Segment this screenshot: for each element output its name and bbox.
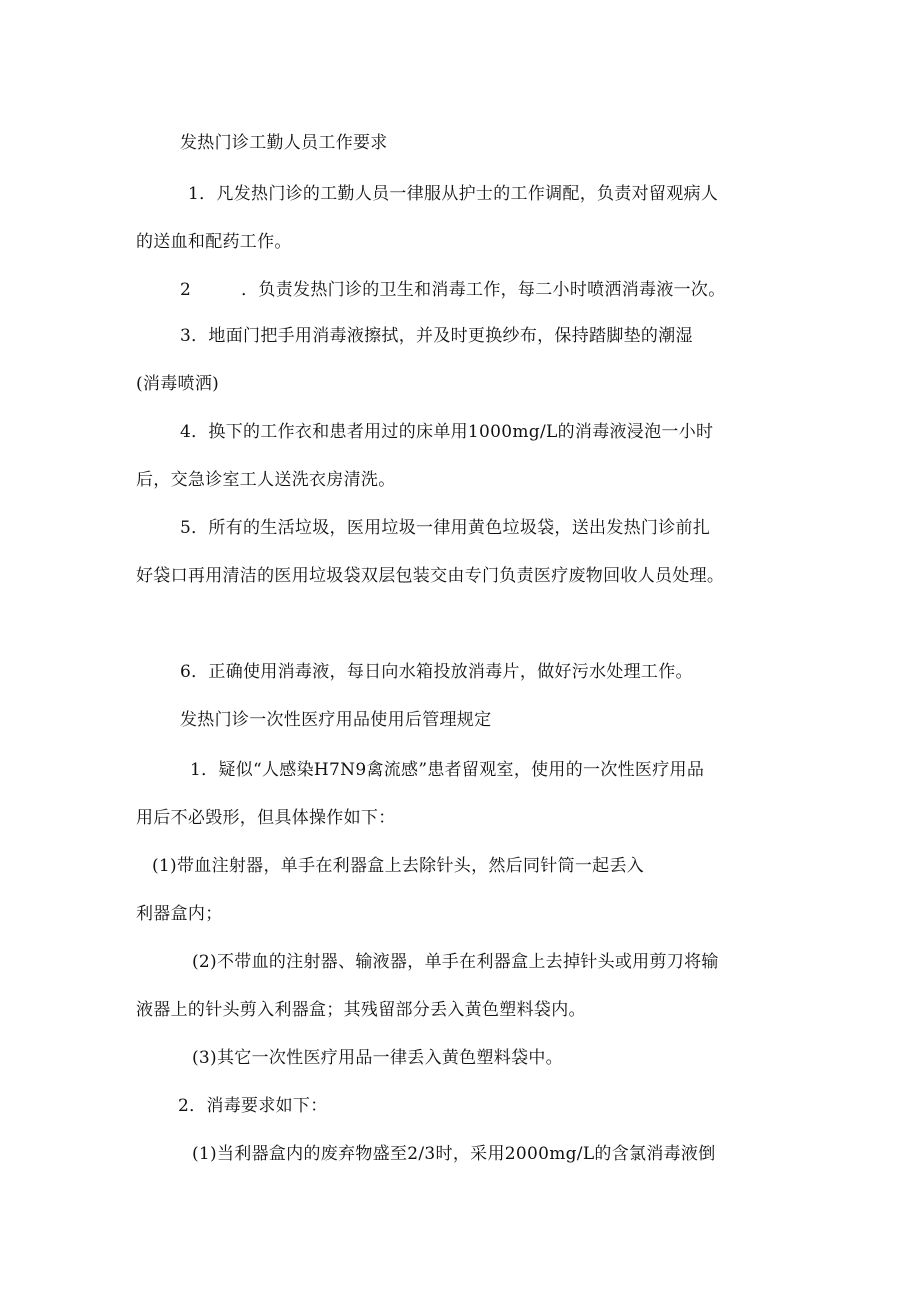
section2-title: 发热门诊一次性医疗用品使用后管理规定 — [180, 710, 492, 730]
section1-item2 — [180, 278, 726, 302]
section2-item2-sub1: (1)当利器盒内的废弃物盛至2/3时，采用2000mg/L的含氯消毒液倒 — [192, 1144, 716, 1164]
section1-item2-number: 2 — [180, 280, 192, 300]
section2-item2: 2．消毒要求如下： — [178, 1096, 328, 1116]
section2-sub2-line1: (2)不带血的注射器、输液器，单手在利器盒上去掉针头或用剪刀将输 — [192, 952, 719, 972]
section2-sub2-line2: 液器上的针头剪入利器盒；其残留部分丢入黄色塑料袋内。 — [136, 1000, 586, 1020]
section1-item5-line2: 好袋口再用清洁的医用垃圾袋双层包装交由专门负责医疗废物回收人员处理。 — [136, 566, 725, 586]
section1-item2-text: ．负责发热门诊的卫生和消毒工作，每二小时喷洒消毒液一次。 — [241, 280, 726, 300]
section2-sub1-line2: 利器盒内； — [136, 904, 223, 924]
section2-sub3: (3)其它一次性医疗用品一律丢入黄色塑料袋中。 — [192, 1048, 563, 1068]
section1-item3-line1: 3．地面门把手用消毒液擦拭，并及时更换纱布，保持踏脚垫的潮湿 — [180, 326, 693, 346]
section1-title: 发热门诊工勤人员工作要求 — [180, 133, 388, 153]
section1-item6: 6．正确使用消毒液，每日向水箱投放消毒片，做好污水处理工作。 — [180, 662, 693, 682]
section1-item1-line2: 的送血和配药工作。 — [136, 232, 292, 252]
section1-item3-line2: (消毒喷洒) — [136, 374, 220, 394]
section2-item1-line2: 用后不必毁形，但具体操作如下： — [136, 808, 396, 828]
section1-item4-line2: 后，交急诊室工人送洗衣房清洗。 — [136, 470, 396, 490]
section1-item4-line1: 4．换下的工作衣和患者用过的床单用1000mg/L的消毒液浸泡一小时 — [180, 422, 714, 442]
section2-item1-line1: 1．疑似“人感染H7N9禽流感”患者留观室，使用的一次性医疗用品 — [190, 760, 705, 780]
section2-sub1-line1: (1)带血注射器，单手在利器盒上去除针头，然后同针筒一起丢入 — [152, 856, 645, 876]
section1-item1-line1: 1．凡发热门诊的工勤人员一律服从护士的工作调配，负责对留观病人 — [188, 184, 719, 204]
section1-item5-line1: 5．所有的生活垃圾，医用垃圾一律用黄色垃圾袋，送出发热门诊前扎 — [180, 518, 711, 538]
